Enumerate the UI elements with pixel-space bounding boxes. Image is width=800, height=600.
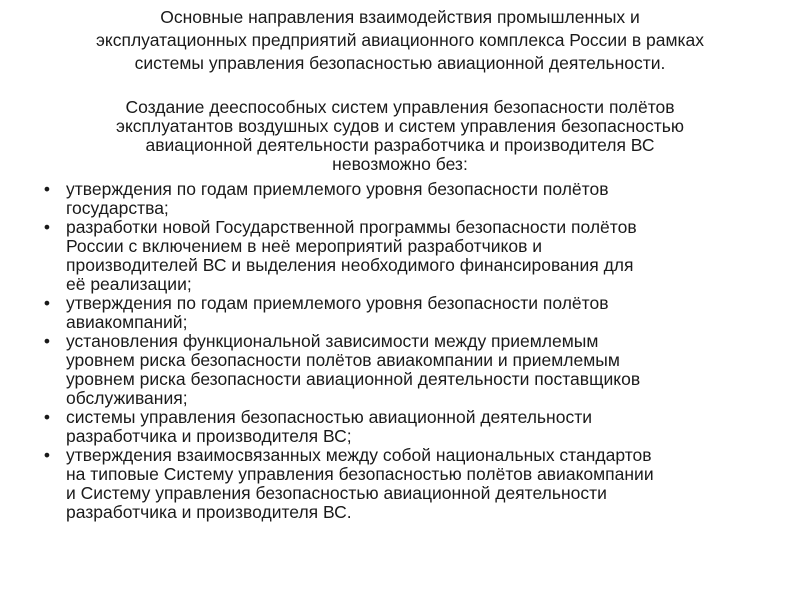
slide-title-line: системы управления безопасностью авиационной деятельности. [134, 53, 666, 73]
intro-line: эксплуатантов воздушных судов и систем управления безопасностью [116, 116, 684, 136]
bullet-line: утверждения по годам приемлемого уровня безопасности полётов [66, 293, 609, 313]
bullet-icon: • [43, 217, 51, 237]
bullet-item [40, 446, 780, 522]
bullet-item [40, 294, 780, 332]
bullet-line: разработки новой Государственной программы безопасности полётов [66, 217, 637, 237]
bullet-icon: • [43, 293, 51, 313]
bullet-line: на типовые Систему управления безопасностью полётов авиакомпании [66, 464, 654, 484]
bullet-line: разработчика и производителя ВС. [66, 502, 352, 522]
bullet-line: и Систему управления безопасностью авиационной деятельности [66, 483, 607, 503]
slide-title-line: Основные направления взаимодействия промышленных и [160, 7, 640, 27]
bullet-line: уровнем риска безопасности авиационной деятельности поставщиков [66, 369, 641, 389]
bullet-line: системы управления безопасностью авиационной деятельности [66, 407, 592, 427]
bullet-icon: • [43, 331, 51, 351]
bullet-item [40, 408, 780, 446]
bullet-line: разработчика и производителя ВС; [66, 426, 352, 446]
bullet-item [40, 180, 780, 218]
bullet-icon: • [43, 445, 51, 465]
bullet-line: её реализации; [66, 274, 192, 294]
bullet-line: авиакомпаний; [66, 312, 188, 332]
slide-title [40, 6, 760, 75]
bullet-line: утверждения взаимосвязанных между собой национальных стандартов [66, 445, 652, 465]
bullet-line: уровнем риска безопасности полётов авиакомпании и приемлемым [66, 350, 620, 370]
bullet-line: России с включением в неё мероприятий разработчиков и [66, 236, 543, 256]
bullet-item [40, 218, 780, 294]
bullet-item [40, 332, 780, 408]
bullet-line: государства; [66, 198, 169, 218]
bullet-line: утверждения по годам приемлемого уровня безопасности полётов [66, 179, 609, 199]
slide-title-line: эксплуатационных предприятий авиационного комплекса России в рамках [95, 30, 705, 50]
bullet-line: обслуживания; [66, 388, 188, 408]
bullet-icon: • [43, 407, 51, 427]
bullet-list [40, 180, 780, 522]
bullet-icon: • [43, 179, 51, 199]
bullet-line: установления функциональной зависимости между приемлемым [66, 331, 599, 351]
intro-line: авиационной деятельности разработчика и производителя ВС [145, 135, 655, 155]
bullet-line: производителей ВС и выделения необходимого финансирования для [66, 255, 634, 275]
intro-paragraph [60, 98, 740, 174]
intro-line: невозможно без: [332, 154, 468, 174]
intro-line: Создание дееспособных систем управления безопасности полётов [125, 97, 675, 117]
